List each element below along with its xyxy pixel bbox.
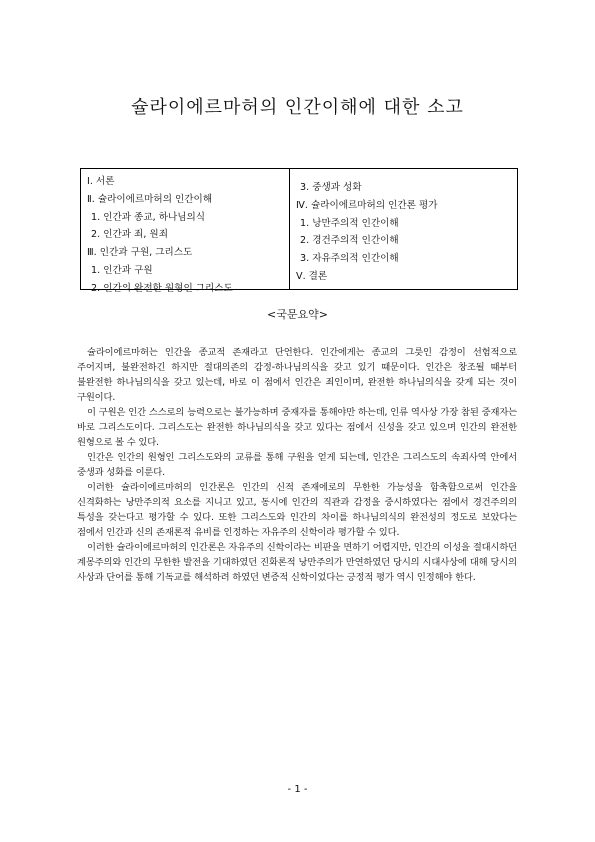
toc-entry: 2. 인간의 완전한 원형인 그리스도 [91,282,233,294]
toc-entry: Ⅱ. 슐라이에르마허의 인간이해 [87,193,213,205]
abstract-heading: <국문요약> [267,308,328,321]
toc-entry: Ⅲ. 인간과 구원, 그리스도 [87,247,193,259]
abstract-paragraph: 인간은 인간의 원형인 그리스도와의 교류를 통해 구원을 얻게 되는데, 인간은 그리스도의 속죄사역 안에서 중생과 성화를 이룬다. [77,452,517,478]
paper-title: 슐라이에르마허의 인간이해에 대한 소고 [131,97,464,118]
toc-entry: 2. 경건주의적 인간이해 [300,235,399,247]
toc-entry: Ⅰ. 서론 [87,176,115,187]
toc-left-column [81,169,290,294]
toc-entry: 1. 인간과 종교, 하나님의식 [91,211,206,223]
toc-entry: Ⅴ. 결론 [296,270,328,282]
abstract-paragraph: 슐라이에르마허는 인간을 종교적 존재라고 단언한다. 인간에게는 종교의 그릇인 감정이 선험적으로 주어지며, 불완전하긴 하지만 절대의존의 감정-하나님의식을 갖고 있기 때문이다. 인간은 창조될 때부터 불완전한 하나님의식을 갖고 있는데, 바로 이 점에서 인간은 죄인이며, 완전한 하나님의식을 갖게 되는 것이 구원이다. [77,347,517,403]
abstract-paragraph: 이러한 슐라이에르마허의 인간론은 인간의 신적 존재에로의 무한한 가능성을 함축함으로써 인간을 신격화하는 낭만주의적 요소를 지니고 있고, 동시에 인간의 직관과 감정을 중시하였다는 점에서 경건주의의 특성을 갖는다고 평가할 수 있다. 또한 그리스도와 인간의 차이를 하나님의식의 완전성의 정도로 보았다는 점에서 인간과 신의 존재론적 유비를 인정하는 자유주의 신학이라 평가할 수 있다. [77,482,517,538]
toc-entry: 1. 낭만주의적 인간이해 [300,217,399,229]
abstract-body [77,345,517,585]
toc-right-column [290,169,517,289]
abstract-paragraph: 이러한 슐라이에르마허의 인간론은 자유주의 신학이라는 비판을 면하기 어렵지만, 인간의 이성을 절대시하던 계몽주의와 인간의 무한한 발전을 기대하였던 진화론적 낭만주의가 만연하였던 당시의 시대사상에 대해 당시의 사상과 단어를 통해 기독교를 해석하려 하였던 변증적 신학이었다는 긍정적 평가 역시 인정해야 한다. [77,542,517,583]
abstract-paragraph: 이 구원은 인간 스스로의 능력으로는 불가능하며 중재자를 통해야만 하는데, 인류 역사상 가장 참된 중재자는 바로 그리스도이다. 그리스도는 완전한 하나님의식을 갖고 있다는 점에서 신성을 갖고 있으며 인간의 완전한 원형으로 볼 수 있다. [77,407,517,448]
toc-entry: 3. 자유주의적 인간이해 [300,253,399,265]
page-number: - 1 - [287,784,308,795]
toc-entry: 3. 중생과 성화 [300,182,362,193]
toc-entry: 1. 인간과 구원 [91,264,153,276]
toc-entry: Ⅳ. 슐라이에르마허의 인간론 평가 [296,199,438,211]
toc-entry: 2. 인간과 죄, 원죄 [91,229,168,241]
table-of-contents [80,168,518,294]
